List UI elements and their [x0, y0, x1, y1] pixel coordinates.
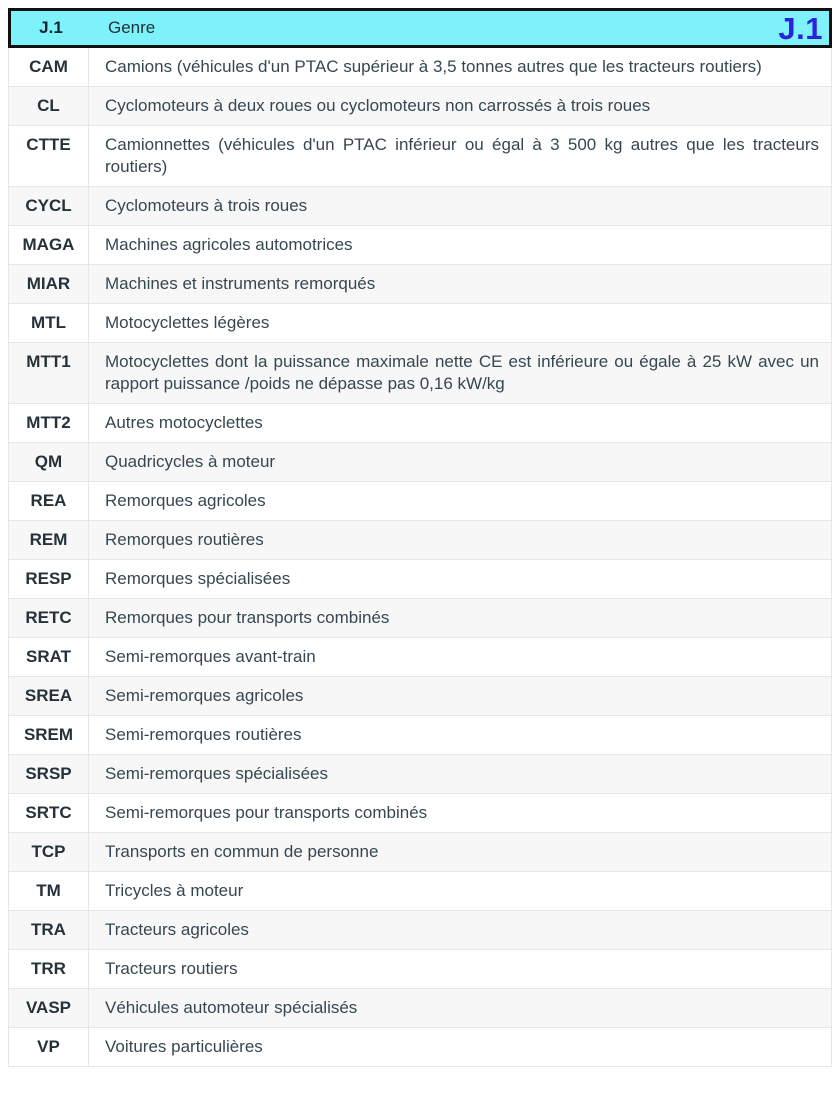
genre-description-cell: Machines agricoles automotrices: [105, 235, 353, 254]
genre-description-cell: Véhicules automoteur spécialisés: [105, 998, 358, 1017]
table-row: [9, 403, 831, 442]
genre-code-cell: SRTC: [9, 794, 89, 832]
genre-code-cell: REA: [9, 482, 89, 520]
genre-code-cell: SREM: [9, 716, 89, 754]
table-row: [9, 559, 831, 598]
genre-description-cell: Motocyclettes légères: [105, 313, 270, 332]
table-row: [9, 715, 831, 754]
genre-code-cell: MTT1: [9, 343, 89, 403]
table-row: [9, 125, 831, 186]
genre-code-cell: MAGA: [9, 226, 89, 264]
genre-code-cell: TRR: [9, 950, 89, 988]
genre-description-cell: Motocyclettes dont la puissance maximale nette CE est inférieure ou égale à 25 kW avec un rapport puissance /poids ne dépasse pas 0,16 kW/kg: [105, 352, 819, 393]
genre-description-cell: Semi-remorques routières: [105, 725, 302, 744]
table-row: [9, 598, 831, 637]
genre-description-cell: Remorques agricoles: [105, 491, 266, 510]
genre-code-cell: MTL: [9, 304, 89, 342]
genre-code-cell: SREA: [9, 677, 89, 715]
genre-description-cell: Cyclomoteurs à deux roues ou cyclomoteurs non carrossés à trois roues: [105, 96, 651, 115]
genre-description-cell: Semi-remorques pour transports combinés: [105, 803, 428, 822]
header-field-label: Genre: [108, 18, 156, 37]
genre-description-cell: Cyclomoteurs à trois roues: [105, 196, 308, 215]
genre-description-cell: Tracteurs routiers: [105, 959, 238, 978]
section-badge: J.1: [778, 10, 823, 46]
table-header: [8, 8, 832, 48]
header-field-code: J.1: [39, 18, 63, 37]
genre-code-cell: SRSP: [9, 755, 89, 793]
table-row: [9, 949, 831, 988]
genre-codes-table: [8, 8, 832, 1067]
genre-description-cell: Transports en commun de personne: [105, 842, 379, 861]
table-row: [9, 1027, 831, 1066]
genre-code-cell: REM: [9, 521, 89, 559]
genre-code-cell: TRA: [9, 911, 89, 949]
genre-description-cell: Camionnettes (véhicules d'un PTAC inférieur ou égal à 3 500 kg autres que les tracteurs routiers): [105, 135, 819, 176]
table-row: [9, 342, 831, 403]
table-row: [9, 442, 831, 481]
table-row: [9, 832, 831, 871]
table-row: [9, 637, 831, 676]
table-row: [9, 264, 831, 303]
genre-code-cell: CTTE: [9, 126, 89, 186]
genre-code-cell: MIAR: [9, 265, 89, 303]
genre-description-cell: Semi-remorques agricoles: [105, 686, 304, 705]
genre-description-cell: Autres motocyclettes: [105, 413, 263, 432]
table-row: [9, 225, 831, 264]
genre-code-cell: TCP: [9, 833, 89, 871]
table-row: [9, 676, 831, 715]
genre-description-cell: Camions (véhicules d'un PTAC supérieur à 3,5 tonnes autres que les tracteurs routiers): [105, 57, 762, 76]
genre-code-cell: QM: [9, 443, 89, 481]
table-row: [9, 86, 831, 125]
genre-code-cell: CYCL: [9, 187, 89, 225]
genre-description-cell: Remorques spécialisées: [105, 569, 291, 588]
genre-description-cell: Voitures particulières: [105, 1037, 263, 1056]
table-row: [9, 754, 831, 793]
table-row: [9, 793, 831, 832]
genre-code-cell: VP: [9, 1028, 89, 1066]
genre-description-cell: Quadricycles à moteur: [105, 452, 276, 471]
table-row: [9, 988, 831, 1027]
genre-code-cell: RETC: [9, 599, 89, 637]
table-row: [9, 48, 831, 86]
table-row: [9, 481, 831, 520]
genre-description-cell: Semi-remorques spécialisées: [105, 764, 328, 783]
genre-code-cell: CAM: [9, 48, 89, 86]
genre-description-cell: Tricycles à moteur: [105, 881, 244, 900]
genre-description-cell: Remorques pour transports combinés: [105, 608, 390, 627]
table-row: [9, 871, 831, 910]
genre-code-cell: RESP: [9, 560, 89, 598]
genre-code-cell: SRAT: [9, 638, 89, 676]
table-row: [9, 303, 831, 342]
genre-description-cell: Semi-remorques avant-train: [105, 647, 316, 666]
table-body: [8, 48, 832, 1067]
genre-description-cell: Tracteurs agricoles: [105, 920, 249, 939]
genre-description-cell: Remorques routières: [105, 530, 264, 549]
genre-code-cell: CL: [9, 87, 89, 125]
table-row: [9, 520, 831, 559]
genre-description-cell: Machines et instruments remorqués: [105, 274, 376, 293]
genre-code-cell: VASP: [9, 989, 89, 1027]
table-row: [9, 910, 831, 949]
genre-code-cell: MTT2: [9, 404, 89, 442]
genre-code-cell: TM: [9, 872, 89, 910]
table-row: [9, 186, 831, 225]
